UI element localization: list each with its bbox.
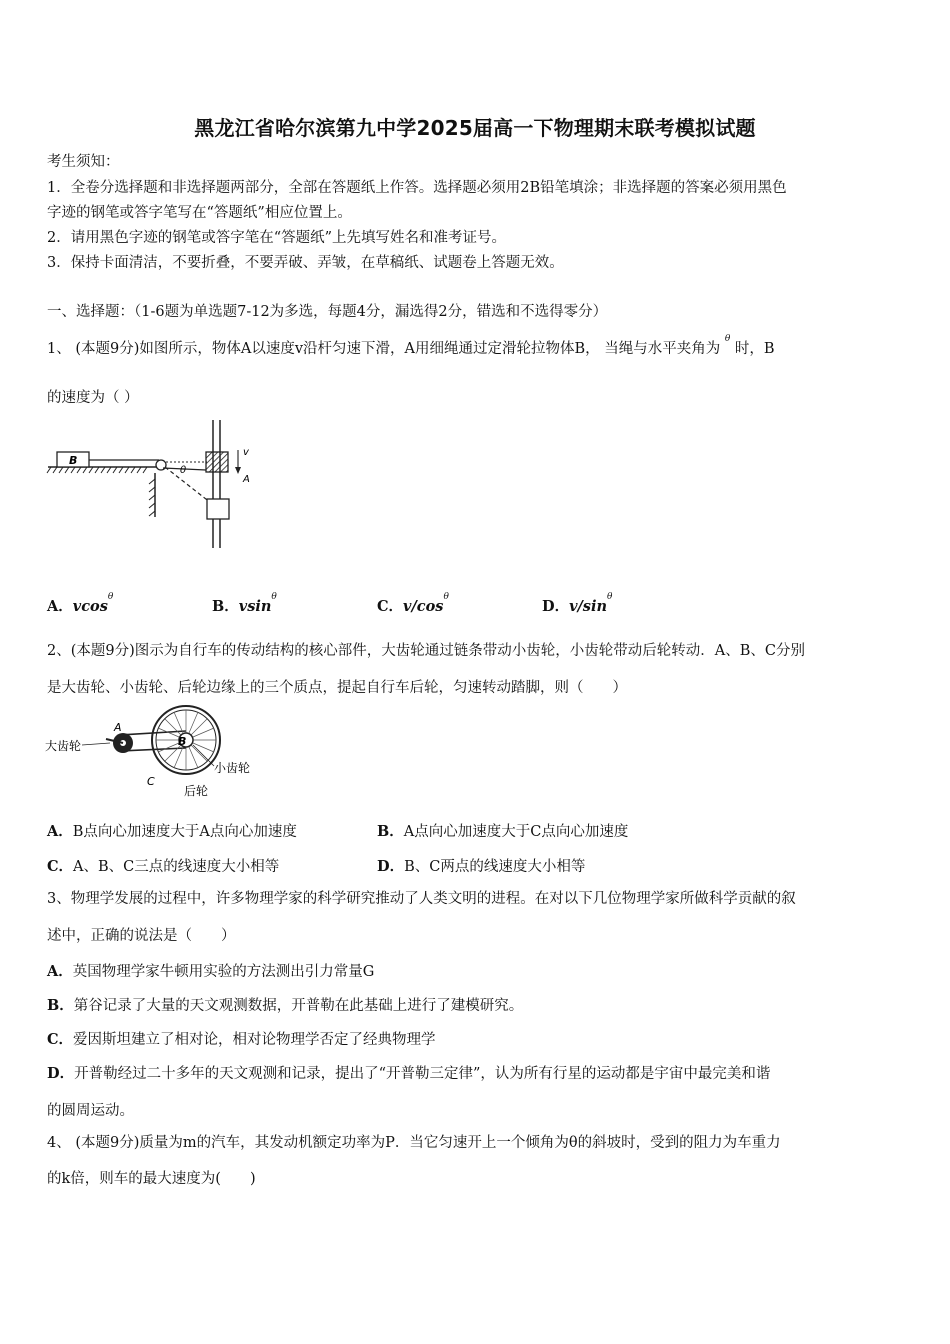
- option-text: 第谷记录了大量的天文观测数据，开普勒在此基础上进行了建模研究。: [73, 998, 524, 1014]
- rope-slanted: [165, 467, 211, 503]
- option-letter: A．: [47, 598, 73, 615]
- label-point-c: C: [147, 775, 155, 788]
- label-b: B: [69, 454, 78, 467]
- notice-item: 1．全卷分选择题和非选择题两部分，全部在答题纸上作答。选择题必须用2B铅笔填涂；非选择题的答案必须用黑色: [47, 180, 787, 196]
- theta-symbol: θ: [107, 592, 114, 602]
- option-letter: A．: [47, 823, 73, 840]
- option-letter: B．: [377, 823, 404, 840]
- wall-hatching: [149, 479, 155, 516]
- q3-stem-line2: 述中，正确的说法是（ ）: [47, 928, 236, 944]
- q3-option-a: [47, 960, 374, 981]
- option-letter: B．: [212, 598, 239, 615]
- q1-option-c: [377, 592, 449, 616]
- option-text: vsin: [238, 598, 272, 615]
- q2-option-a: [47, 820, 297, 841]
- q1-option-b: [212, 592, 277, 616]
- q1-theta-symbol: θ: [724, 334, 731, 344]
- notice-item: 3．保持卡面清洁，不要折叠，不要弄破、弄皱，在草稿纸、试题卷上答题无效。: [47, 255, 564, 271]
- q4-stem: 4、 (本题9分)质量为m的汽车，其发动机额定功率为P．当它匀速开上一个倾角为θ的斜坡时，受到的阻力为车重力: [47, 1135, 781, 1151]
- notice-heading: 考生须知：: [47, 154, 120, 170]
- q2-option-d: [377, 855, 585, 876]
- option-letter: D．: [377, 858, 405, 875]
- label-point-a: A: [114, 721, 122, 734]
- label-theta: θ: [180, 465, 187, 476]
- q3-option-d: [47, 1062, 770, 1083]
- q2-stem-line2: 是大齿轮、小齿轮、后轮边缘上的三个质点，提起自行车后轮，匀速转动踏脚，则（ ）: [47, 680, 627, 696]
- option-text: 爱因斯坦建立了相对论，相对论物理学否定了经典物理学: [73, 1032, 436, 1048]
- section-heading: 一、选择题：（1-6题为单选题7-12为多选，每题4分，漏选得2分，错选和不选得零分）: [47, 304, 608, 320]
- label-a: A: [243, 474, 250, 485]
- q1-stem: [47, 334, 775, 361]
- label-point-b: B: [178, 735, 187, 748]
- q4-stem-line2: 的k倍，则车的最大速度为( ): [47, 1171, 256, 1187]
- ground-hatching: [47, 467, 147, 473]
- option-letter: D．: [542, 598, 570, 615]
- q1-figure: [45, 415, 265, 555]
- notice-item: 2．请用黑色字迹的钢笔或答字笔在“答题纸”上先填写姓名和准考证号。: [47, 230, 507, 246]
- q1-stem-text: 1、 (本题9分)如图所示，物体A以速度v沿杆匀速下滑，A用细绳通过定滑轮拉物体B， 当绳与水平夹角为: [47, 341, 721, 357]
- option-text: vcos: [72, 598, 108, 615]
- option-text: v/cos: [403, 598, 444, 615]
- q1-option-a: [47, 592, 114, 616]
- velocity-arrowhead: [235, 467, 241, 474]
- option-letter: D．: [47, 1065, 75, 1082]
- option-letter: C．: [377, 598, 404, 615]
- option-text: v/sin: [569, 598, 608, 615]
- page-title: 黑龙江省哈尔滨第九中学2025届高一下物理期末联考模拟试题: [194, 116, 756, 140]
- option-letter: C．: [47, 1031, 74, 1048]
- q2-stem: 2、(本题9分)图示为自行车的传动结构的核心部件，大齿轮通过链条带动小齿轮，小齿轮带动后轮转动．A、B、C分别: [47, 643, 805, 659]
- notice-item: 字迹的钢笔或答字笔写在“答题纸”相应位置上。: [47, 205, 352, 221]
- q3-option-b: [47, 994, 523, 1015]
- label-rear-wheel: 后轮: [184, 784, 209, 798]
- q2-option-c: [47, 855, 279, 876]
- label-v: v: [243, 447, 249, 458]
- option-text: A、B、C三点的线速度大小相等: [73, 859, 280, 875]
- q3-option-d-line2: 的圆周运动。: [47, 1103, 134, 1119]
- q1-stem-line2: 的速度为（ ）: [47, 390, 139, 406]
- option-text: B、C两点的线速度大小相等: [404, 859, 586, 875]
- q3-option-c: [47, 1028, 436, 1049]
- option-text: A点向心加速度大于C点向心加速度: [403, 824, 629, 840]
- option-letter: B．: [47, 997, 74, 1014]
- theta-symbol: θ: [443, 592, 449, 602]
- block-a: [206, 452, 228, 472]
- q2-option-b: [377, 820, 628, 841]
- theta-symbol: θ: [607, 592, 613, 602]
- leader-big-gear: [82, 743, 110, 745]
- option-letter: C．: [47, 858, 74, 875]
- q3-stem: 3、物理学发展的过程中，许多物理学家的科学研究推动了人类文明的进程。在对以下几位物理学家所做科学贡献的叙: [47, 891, 796, 907]
- label-big-gear: 大齿轮: [45, 739, 82, 753]
- option-text: 英国物理学家牛顿用实验的方法测出引力常量G: [72, 964, 375, 980]
- theta-symbol: θ: [271, 592, 277, 602]
- block-a-later: [207, 499, 229, 519]
- label-small-gear: 小齿轮: [214, 761, 251, 775]
- q1-stem-end: 时，B: [734, 341, 775, 357]
- option-text: 开普勒经过二十多年的天文观测和记录，提出了“开普勒三定律”，认为所有行星的运动都是宇宙中最完美和谐: [74, 1066, 771, 1082]
- q2-figure: [44, 705, 264, 800]
- option-letter: A．: [47, 963, 73, 980]
- q1-option-d: [542, 592, 613, 616]
- option-text: B点向心加速度大于A点向心加速度: [72, 824, 297, 840]
